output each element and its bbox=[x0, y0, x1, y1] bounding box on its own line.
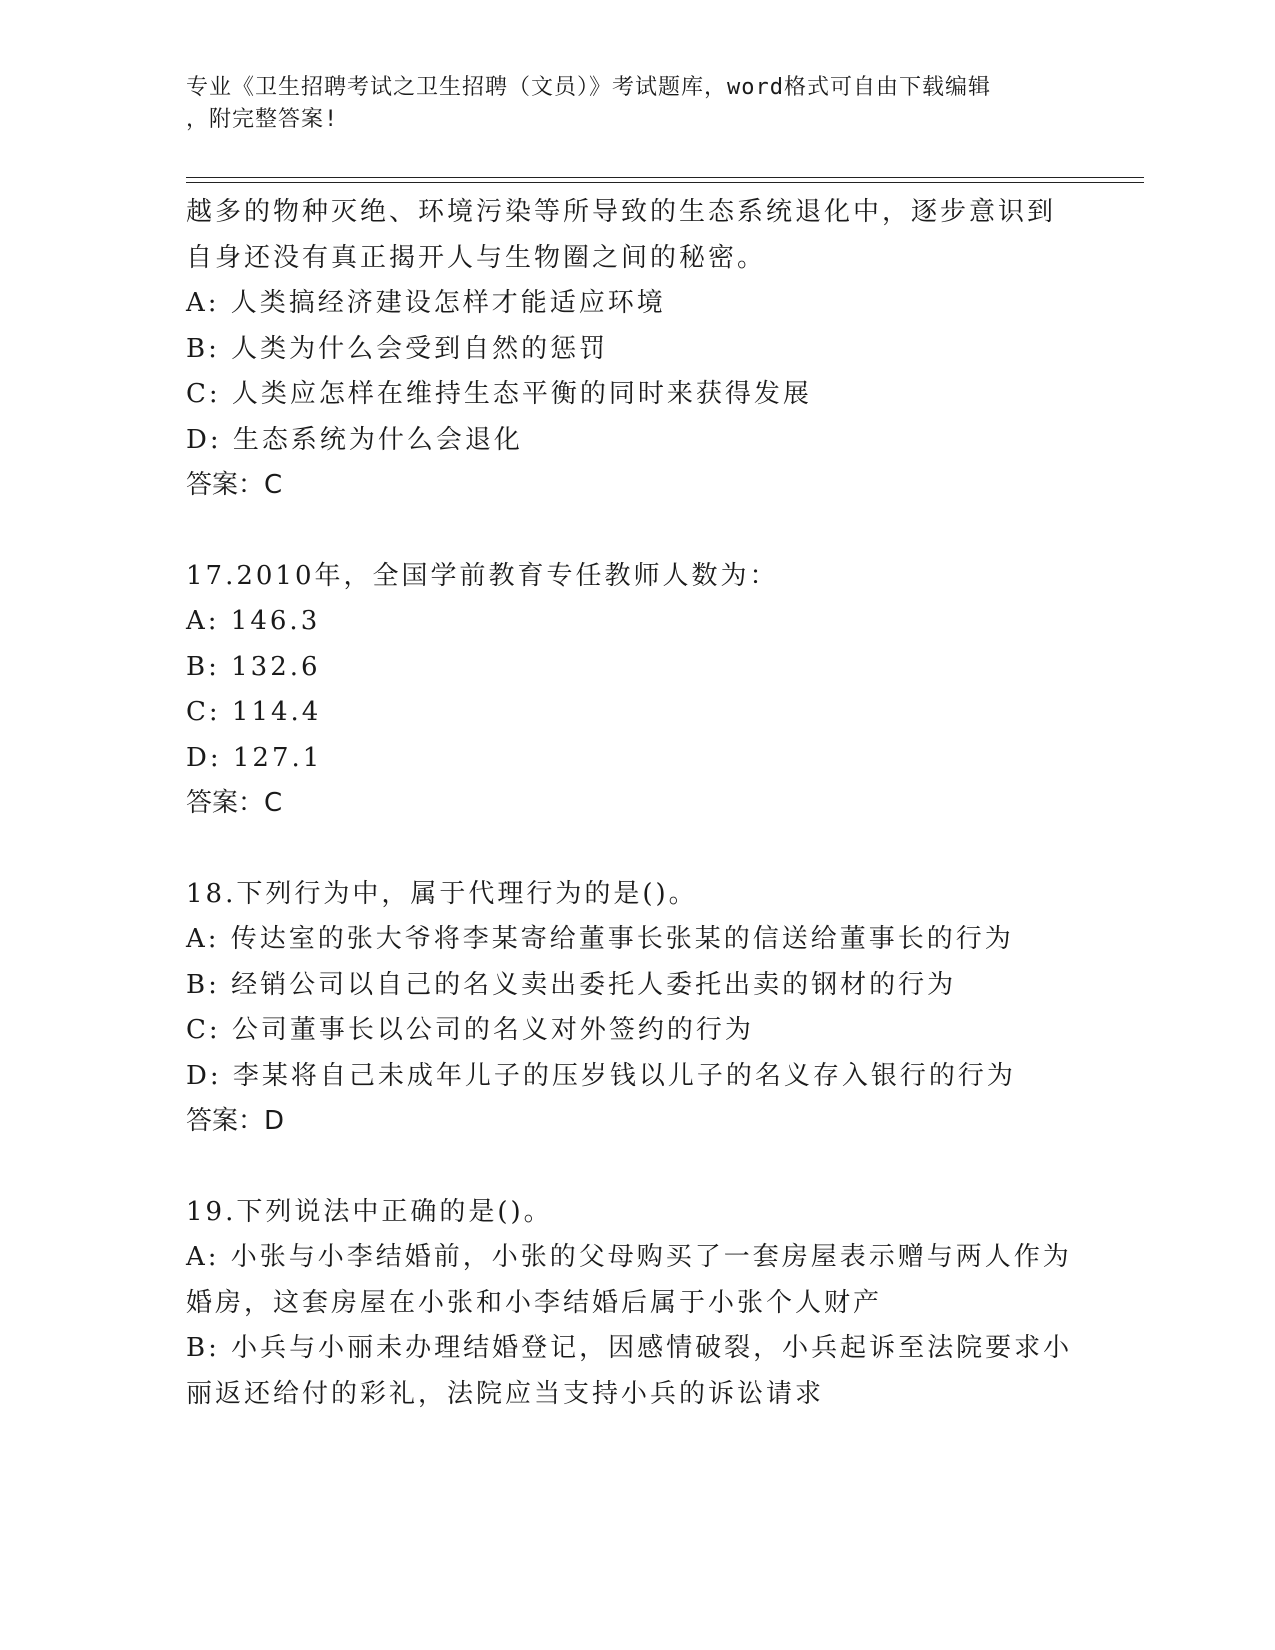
option-b: B: 小兵与小丽未办理结婚登记，因感情破裂，小兵起诉至法院要求小 bbox=[186, 1333, 1073, 1363]
header-divider-top bbox=[186, 177, 1144, 178]
question-text-line: 自身还没有真正揭开人与生物圈之间的秘密。 bbox=[186, 242, 767, 273]
option-d: D: 李某将自己未成年儿子的压岁钱以儿子的名义存入银行的行为 bbox=[186, 1060, 1016, 1091]
answer-line: 答案：C bbox=[186, 470, 283, 500]
page-header bbox=[186, 72, 1066, 136]
option-b-continued: 丽返还给付的彩礼，法院应当支持小兵的诉讼请求 bbox=[186, 1378, 825, 1409]
option-c: C: 公司董事长以公司的名义对外签约的行为 bbox=[186, 1015, 754, 1045]
question-text-line: 越多的物种灭绝、环境污染等所导致的生态系统退化中，逐步意识到 bbox=[186, 197, 1057, 227]
question-text: 17.2010年，全国学前教育专任教师人数为： bbox=[186, 560, 779, 591]
option-d: D: 127.1 bbox=[186, 742, 323, 773]
option-c: C: 114.4 bbox=[186, 697, 322, 727]
option-a: A: 人类搞经济建设怎样才能适应环境 bbox=[186, 288, 666, 318]
option-c: C: 人类应怎样在维持生态平衡的同时来获得发展 bbox=[186, 379, 812, 409]
option-a-continued: 婚房，这套房屋在小张和小李结婚后属于小张个人财产 bbox=[186, 1287, 883, 1318]
option-b: B: 人类为什么会受到自然的惩罚 bbox=[186, 333, 609, 364]
option-b: B: 经销公司以自己的名义卖出委托人委托出卖的钢材的行为 bbox=[186, 969, 957, 1000]
question-text: 19.下列说法中正确的是()。 bbox=[186, 1196, 553, 1227]
option-d: D: 生态系统为什么会退化 bbox=[186, 424, 523, 455]
header-line-2: ，附完整答案! bbox=[186, 107, 339, 132]
spacer bbox=[186, 509, 1086, 554]
header-divider-bottom bbox=[186, 182, 1144, 183]
question-17 bbox=[186, 554, 1086, 827]
question-16-continuation bbox=[186, 190, 1086, 509]
question-text: 18.下列行为中，属于代理行为的是()。 bbox=[186, 878, 698, 909]
option-a: A: 传达室的张大爷将李某寄给董事长张某的信送给董事长的行为 bbox=[186, 924, 1014, 954]
spacer bbox=[186, 827, 1086, 872]
document-body bbox=[186, 190, 1086, 1417]
answer-line: 答案：D bbox=[186, 1106, 285, 1136]
question-19 bbox=[186, 1190, 1086, 1418]
option-a: A: 小张与小李结婚前，小张的父母购买了一套房屋表示赠与两人作为 bbox=[186, 1242, 1072, 1272]
option-a: A: 146.3 bbox=[186, 606, 321, 636]
answer-line: 答案：C bbox=[186, 788, 283, 818]
question-18 bbox=[186, 872, 1086, 1145]
spacer bbox=[186, 1145, 1086, 1190]
header-line-1: 专业《卫生招聘考试之卫生招聘（文员）》考试题库，word格式可自由下载编辑 bbox=[186, 75, 991, 100]
option-b: B: 132.6 bbox=[186, 651, 321, 682]
